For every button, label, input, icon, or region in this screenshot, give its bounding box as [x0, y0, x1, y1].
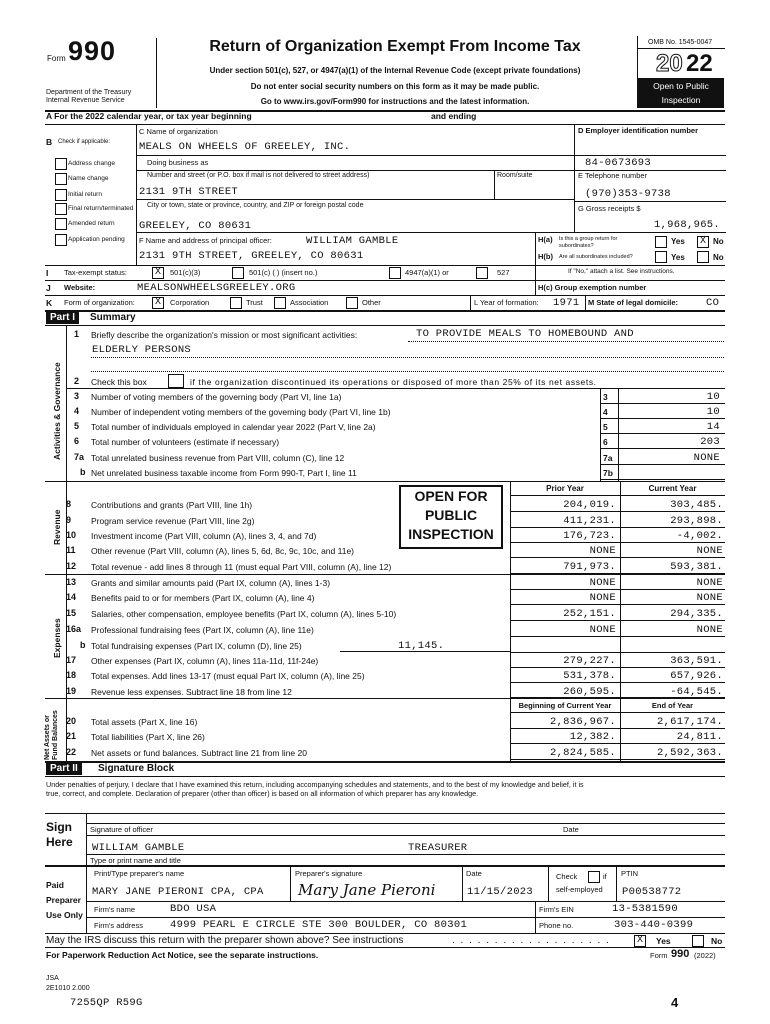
fin-row-rule: [510, 557, 725, 558]
ha-no-checkbox[interactable]: X: [697, 236, 709, 248]
eoy-header: End of Year: [651, 701, 694, 710]
fin-prior-value: NONE: [589, 545, 616, 557]
fin-prior-value: NONE: [589, 624, 616, 636]
hc-label: H(c) Group exemption number: [538, 283, 647, 292]
phone-value: (970)353-9738: [585, 188, 671, 200]
line-1-text: Briefly describe the organization's mission or most significant activities:: [91, 330, 358, 340]
gov-line-box: 4: [603, 407, 608, 417]
tax-year-outline: 20: [656, 50, 683, 77]
fin-line-num: 9: [66, 515, 72, 525]
application-pending-checkbox[interactable]: [55, 234, 67, 246]
here-label: Here: [46, 835, 73, 849]
fin-line-text: Benefits paid to or for members (Part IX, column (A), line 4): [91, 593, 315, 603]
other-checkbox[interactable]: [346, 297, 358, 309]
check-label: Check: [556, 872, 578, 881]
gov-line-text: Total unrelated business revenue from Part VIII, column (C), line 12: [91, 453, 345, 463]
fin-line-text: Total liabilities (Part X, line 26): [91, 732, 205, 742]
net-assets-sidelabel: Net Assets or Fund Balances: [44, 710, 59, 760]
form-subtitle-2: Do not enter social security numbers on this form as it may be made public.: [250, 82, 540, 91]
fin-prior-value: 531,378.: [563, 670, 616, 682]
revenue-sidelabel: Revenue: [52, 509, 62, 545]
discuss-no-checkbox[interactable]: [692, 935, 704, 947]
fin-row-rule: [510, 743, 725, 744]
fin-current-value: NONE: [696, 592, 723, 604]
line-2-checkbox[interactable]: [168, 374, 184, 388]
gov-line-box: 7a: [603, 453, 613, 463]
form-of-org-label: Form of organization:: [64, 298, 135, 307]
fin-line-text: Contributions and grants (Part VIII, line 1h): [91, 500, 253, 510]
fin-line-text: Revenue less expenses. Subtract line 18 from line 12: [91, 687, 292, 697]
fin-line-num: 12: [66, 561, 77, 571]
gov-line-value: 10: [706, 391, 720, 403]
fin-prior-value: 279,227.: [563, 655, 616, 667]
firm-phone: 303-440-0399: [614, 919, 694, 931]
section-b-label: B: [46, 137, 53, 147]
fin-line-text: Total revenue - add lines 8 through 11 (must equal Part VIII, column (A), line 12): [91, 562, 392, 572]
activities-governance-sidelabel: Activities & Governance: [52, 362, 62, 460]
527-label: 527: [497, 268, 510, 277]
line-16b-value: 11,145.: [398, 640, 445, 652]
state-domicile-value: CO: [706, 297, 720, 309]
fin-prior-value: 2,836,967.: [549, 716, 616, 728]
fin-line-num: 21: [66, 731, 77, 741]
fin-current-value: 593,381.: [670, 561, 723, 573]
ha-yes-checkbox[interactable]: [655, 236, 667, 248]
gov-line-num: 6: [74, 436, 80, 446]
part-1-tag: Part I: [46, 311, 79, 324]
line-j-label: J: [46, 283, 51, 293]
final-return-label: Final return/terminated: [68, 205, 134, 212]
hb-text: Are all subordinates included?: [559, 254, 633, 260]
room-suite-label: Room/suite: [497, 172, 533, 179]
preparer-name-label: Print/Type preparer's name: [94, 869, 185, 878]
paperwork-notice: For Paperwork Reduction Act Notice, see the separate instructions.: [46, 950, 319, 960]
fin-current-value: -4,002.: [676, 530, 723, 542]
sign-label: Sign: [46, 820, 72, 834]
fin-line-num: 15: [66, 608, 77, 618]
fin-row-rule: [510, 682, 725, 683]
batch-code: 7255QP R59G: [70, 997, 143, 1009]
fin-line-num: 18: [66, 670, 77, 680]
form-number: 990: [68, 36, 117, 66]
line-2-text: Check this box: [91, 377, 147, 387]
fin-current-value: 293,898.: [670, 515, 723, 527]
gov-line-num: b: [80, 467, 86, 477]
fin-current-value: 657,926.: [670, 670, 723, 682]
officer-address: 2131 9TH STREET, GREELEY, CO 80631: [139, 250, 364, 262]
fin-prior-value: 260,595.: [563, 686, 616, 698]
line-1-num: 1: [74, 329, 80, 339]
hb-label: H(b): [538, 252, 553, 261]
phone-label: E Telephone number: [578, 171, 648, 180]
gov-line-value: 14: [706, 421, 720, 433]
fin-line-text: Salaries, other compensation, employee benefits (Part IX, column (A), lines 5-10): [91, 609, 397, 619]
preparer-label: Preparer: [46, 895, 81, 905]
fin-line-text: Total expenses. Add lines 13-17 (must equal Part IX, column (A), line 25): [91, 671, 365, 681]
form-subtitle-1: Under section 501(c), 527, or 4947(a)(1) of the Internal Revenue Code (except private foundations): [209, 66, 581, 75]
fin-line-num: 11: [66, 545, 76, 555]
officer-printed-name: WILLIAM GAMBLE: [92, 842, 185, 854]
org-street: 2131 9TH STREET: [139, 186, 239, 198]
sig-officer-label: Signature of officer: [90, 825, 153, 834]
501c-label: 501(c) ( ) (insert no.): [249, 268, 318, 277]
fin-prior-value: NONE: [589, 592, 616, 604]
fin-line-text: Other revenue (Part VIII, column (A), lines 5, 6d, 8c, 9c, 10c, and 11e): [91, 546, 354, 556]
fin-line-text: Net assets or fund balances. Subtract line 21 from line 20: [91, 748, 307, 758]
jsa-code: 2E1010 2.000: [46, 985, 90, 992]
open-to-public-line1: Open to Public: [653, 81, 709, 91]
fin-current-value: 24,811.: [676, 731, 723, 743]
ein-value: 84-0673693: [585, 157, 652, 169]
address-change-label: Address change: [68, 160, 115, 167]
trust-checkbox[interactable]: [230, 297, 242, 309]
penalty-text-2: true, correct, and complete. Declaration of preparer (other than officer) is based on all information of which preparer has any knowledge.: [46, 789, 479, 798]
stamp-line-2: PUBLIC: [424, 507, 478, 523]
preparer-sig-label: Preparer's signature: [295, 869, 363, 878]
tax-year-bold: 22: [686, 50, 713, 77]
corporation-checkbox[interactable]: X: [152, 297, 164, 309]
street-label: Number and street (or P.O. box if mail is not delivered to street address): [147, 172, 370, 179]
fin-current-value: NONE: [696, 577, 723, 589]
initial-return-checkbox[interactable]: [55, 189, 67, 201]
discuss-yes-label: Yes: [656, 936, 671, 946]
hb-yes-label: Yes: [671, 253, 685, 262]
fin-row-rule: [510, 542, 725, 543]
mission-line-2: ELDERLY PERSONS: [92, 344, 192, 356]
jsa-label: JSA: [46, 975, 59, 982]
ha-text-1: Is this a group return for: [559, 236, 618, 242]
fin-line-num: 20: [66, 716, 77, 726]
firm-phone-label: Phone no.: [539, 921, 574, 930]
amended-return-label: Amended return: [68, 220, 115, 227]
hb-no-checkbox[interactable]: [697, 251, 709, 263]
gov-line-box: 6: [603, 437, 608, 447]
gov-line-text: Total number of individuals employed in calendar year 2022 (Part V, line 2a): [91, 422, 376, 432]
fin-line-num: 14: [66, 592, 77, 602]
org-city: GREELEY, CO 80631: [139, 220, 252, 232]
dba-label: Doing business as: [147, 158, 209, 167]
prior-year-header: Prior Year: [546, 484, 584, 493]
part-1-title: Summary: [90, 312, 136, 323]
year-formation-label: L Year of formation:: [474, 298, 539, 307]
omb-number: OMB No. 1545-0047: [648, 39, 713, 46]
self-employed-checkbox[interactable]: [588, 871, 600, 883]
tax-exempt-status-label: Tax-exempt status:: [64, 268, 127, 277]
firm-name: BDO USA: [170, 903, 217, 915]
gov-line-box: 5: [603, 422, 608, 432]
firm-address: 4999 PEARL E CIRCLE STE 300 BOULDER, CO 80301: [170, 919, 468, 931]
footer-form-year: (2022): [694, 951, 716, 960]
initial-return-label: Initial return: [68, 191, 102, 198]
gov-line-value: 203: [700, 436, 720, 448]
if-no-attach: If "No," attach a list. See instructions.: [568, 268, 675, 275]
sig-date-label: Date: [563, 825, 579, 834]
association-checkbox[interactable]: [274, 297, 286, 309]
fin-line-text: Investment income (Part VIII, column (A), lines 3, 4, and 7d): [91, 531, 317, 541]
part-2-title: Signature Block: [98, 763, 175, 774]
fin-line-num: 16a: [66, 624, 82, 634]
fin-row-rule: [510, 527, 725, 528]
trust-label: Trust: [246, 298, 263, 307]
discuss-yes-checkbox[interactable]: X: [634, 935, 646, 947]
501c3-checkbox[interactable]: X: [152, 267, 164, 279]
officer-printed-title: TREASURER: [408, 842, 468, 854]
fin-line-num: 17: [66, 655, 77, 665]
fin-current-value: NONE: [696, 624, 723, 636]
firm-name-label: Firm's name: [94, 905, 136, 914]
gov-line-text: Number of voting members of the governing body (Part VI, line 1a): [91, 392, 342, 402]
officer-label: F Name and address of principal officer:: [139, 236, 272, 245]
footer-form-number: 990: [671, 948, 690, 960]
state-domicile-label: M State of legal domicile:: [588, 298, 679, 307]
fin-row-rule: [510, 636, 725, 637]
preparer-date-label: Date: [466, 869, 482, 878]
501c3-label: 501(c)(3): [170, 268, 201, 277]
paid-label: Paid: [46, 880, 64, 890]
ha-no-label: No: [713, 237, 724, 246]
line-16b-num: b: [80, 640, 86, 650]
line-16b-text: Total fundraising expenses (Part IX, column (D), line 25): [91, 641, 302, 651]
type-name-label: Type or print name and title: [90, 856, 181, 865]
fin-line-text: Grants and similar amounts paid (Part IX, column (A), lines 1-3): [91, 578, 331, 588]
fin-line-text: Total assets (Part X, line 16): [91, 717, 198, 727]
fin-line-text: Professional fundraising fees (Part IX, column (A), line 11e): [91, 625, 314, 635]
gross-receipts-value: 1,968,965.: [653, 219, 720, 231]
discuss-no-label: No: [711, 936, 723, 946]
gov-line-value: 10: [706, 406, 720, 418]
gov-line-text: Net unrelated business taxable income from Form 990-T, Part I, line 11: [91, 468, 357, 478]
firm-ein-label: Firm's EIN: [539, 905, 574, 914]
self-employed-label: self-employed: [556, 885, 603, 894]
fin-current-value: -64,545.: [670, 686, 723, 698]
association-label: Association: [290, 298, 329, 307]
stamp-line-1: OPEN FOR: [414, 488, 488, 504]
fin-prior-value: 12,382.: [569, 731, 616, 743]
fin-line-text: Program service revenue (Part VIII, line 2g): [91, 516, 255, 526]
fin-row-rule: [510, 667, 725, 668]
org-name-label: C Name of organization: [139, 127, 218, 136]
form-title: Return of Organization Exempt From Income Tax: [209, 38, 581, 55]
current-year-header: Current Year: [648, 484, 697, 493]
other-label: Other: [362, 298, 381, 307]
preparer-date: 11/15/2023: [467, 886, 534, 898]
corporation-label: Corporation: [170, 298, 210, 307]
fin-line-num: 19: [66, 686, 77, 696]
line-i-label: I: [46, 268, 49, 278]
form-subtitle-3: Go to www.irs.gov/Form990 for instructions and the latest information.: [260, 97, 530, 106]
fin-current-value: 294,335.: [670, 608, 723, 620]
preparer-name: MARY JANE PIERONI CPA, CPA: [92, 886, 264, 898]
fin-line-num: 10: [66, 530, 77, 540]
mission-line-1: TO PROVIDE MEALS TO HOMEBOUND AND: [416, 328, 634, 340]
preparer-signature: Mary Jane Pieroni: [298, 881, 436, 899]
gov-line-num: 7a: [74, 452, 85, 462]
527-checkbox[interactable]: [476, 267, 488, 279]
gov-line-box: 7b: [603, 468, 613, 478]
fin-row-rule: [510, 759, 725, 760]
stamp-line-3: INSPECTION: [408, 526, 494, 542]
year-formation-value: 1971: [553, 297, 580, 309]
gov-line-num: 4: [74, 406, 80, 416]
fin-prior-value: 204,019.: [563, 499, 616, 511]
4947-checkbox[interactable]: [389, 267, 401, 279]
line-a-and-ending: and ending: [431, 111, 477, 121]
firm-ein: 13-5381590: [612, 903, 679, 915]
fin-prior-value: 411,231.: [563, 515, 616, 527]
gov-line-text: Total number of volunteers (estimate if necessary): [91, 437, 280, 447]
ha-yes-label: Yes: [671, 237, 685, 246]
fin-current-value: NONE: [696, 545, 723, 557]
preparer-ptin: P00538772: [622, 886, 682, 898]
fin-current-value: 303,485.: [670, 499, 723, 511]
penalty-text-1: Under penalties of perjury, I declare that I have examined this return, including accompanying schedules and statements, and to the best of my knowledge and belief, it is: [46, 780, 584, 789]
footer-form-word: Form: [650, 951, 668, 960]
501c-checkbox[interactable]: [232, 267, 244, 279]
fin-prior-value: 176,723.: [563, 530, 616, 542]
fin-row-rule: [510, 728, 725, 729]
fin-line-num: 8: [66, 499, 72, 509]
fin-row-rule: [510, 620, 725, 621]
gov-line-num: 5: [74, 421, 80, 431]
if-label: if: [603, 872, 607, 881]
fin-prior-value: NONE: [589, 577, 616, 589]
gross-receipts-label: G Gross receipts $: [578, 204, 641, 213]
4947-label: 4947(a)(1) or: [405, 268, 449, 277]
gov-line-text: Number of independent voting members of the governing body (Part VI, line 1b): [91, 407, 391, 417]
check-if-applicable: Check if applicable:: [58, 139, 111, 145]
use-only-label: Use Only: [46, 910, 83, 920]
gov-line-num: 3: [74, 391, 80, 401]
dept-treasury: Department of the Treasury: [46, 89, 132, 96]
gov-line-box: 3: [603, 392, 608, 402]
part-2-tag: Part II: [46, 762, 82, 775]
amended-return-checkbox[interactable]: [55, 218, 67, 230]
hb-no-label: No: [713, 253, 724, 262]
ptin-label: PTIN: [621, 869, 639, 878]
address-change-checkbox[interactable]: [55, 158, 67, 170]
fin-line-text: Other expenses (Part IX, column (A), lines 11a-11d, 11f-24e): [91, 656, 319, 666]
name-change-label: Name change: [68, 175, 109, 182]
website-label: Website:: [64, 283, 96, 292]
final-return-checkbox[interactable]: [55, 203, 67, 215]
fin-row-rule: [510, 604, 725, 605]
line-k-label: K: [46, 298, 53, 308]
fin-line-num: 22: [66, 747, 77, 757]
open-to-public-line2: Inspection: [661, 95, 701, 105]
form-word: Form: [47, 54, 66, 63]
line-2-text-2: if the organization discontinued its operations or disposed of more than 25% of its net assets.: [190, 377, 597, 387]
officer-name: WILLIAM GAMBLE: [306, 235, 399, 247]
fin-row-rule: [510, 589, 725, 590]
ha-label: H(a): [538, 235, 553, 244]
boy-header: Beginning of Current Year: [518, 701, 612, 710]
discuss-leader-dots: . . . . . . . . . . . . . . . . . . .: [452, 935, 611, 946]
fin-prior-value: 252,151.: [563, 608, 616, 620]
website-value: MEALSONWHEELSGREELEY.ORG: [137, 282, 296, 294]
hb-yes-checkbox[interactable]: [655, 251, 667, 263]
line-2-num: 2: [74, 376, 80, 386]
application-pending-label: Application pending: [68, 236, 125, 243]
fin-row-rule: [510, 511, 725, 512]
page-number: 4: [671, 995, 679, 1010]
fin-prior-value: 2,824,585.: [549, 747, 616, 759]
city-label: City or town, state or province, country, and ZIP or foreign postal code: [147, 202, 364, 209]
fin-line-num: 13: [66, 577, 77, 587]
org-name: MEALS ON WHEELS OF GREELEY, INC.: [139, 141, 351, 153]
gov-line-value: NONE: [693, 452, 720, 464]
fin-current-value: 363,591.: [670, 655, 723, 667]
firm-address-label: Firm's address: [94, 921, 143, 930]
name-change-checkbox[interactable]: [55, 173, 67, 185]
line-a-label: A For the 2022 calendar year, or tax year beginning: [46, 111, 252, 121]
fin-prior-value: 791,973.: [563, 561, 616, 573]
expenses-sidelabel: Expenses: [52, 618, 62, 658]
ha-text-2: subordinates?: [559, 243, 594, 249]
discuss-question: May the IRS discuss this return with the preparer shown above? See instructions: [46, 935, 404, 946]
fin-current-value: 2,592,363.: [656, 747, 723, 759]
ein-label: D Employer identification number: [578, 126, 699, 135]
irs-label: Internal Revenue Service: [46, 97, 125, 104]
fin-current-value: 2,617,174.: [656, 716, 723, 728]
